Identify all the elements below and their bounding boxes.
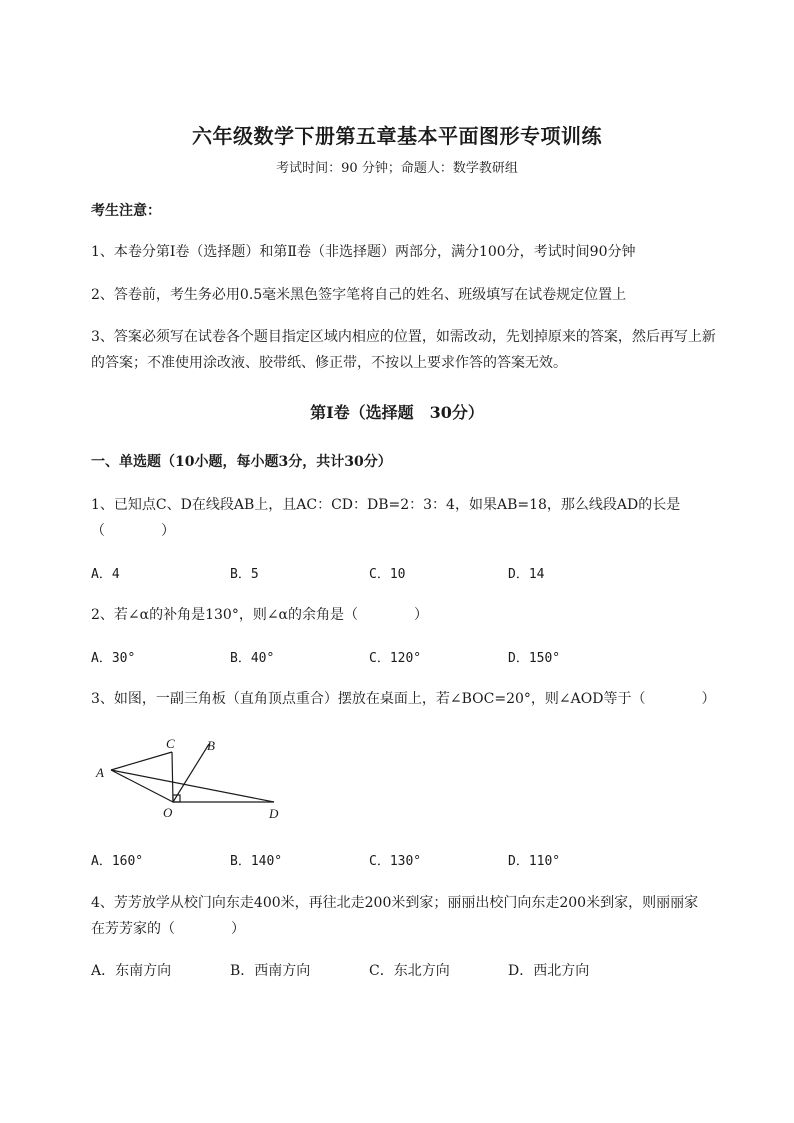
question-1-blank: （ ） (91, 523, 175, 539)
line-ao (111, 770, 173, 802)
question-2-option-b: B．40° (230, 651, 275, 666)
question-3-stem: 3、如图，一副三角板（直角顶点重合）摆放在桌面上，若∠BOC=20°，则∠AOD等于（ ） (91, 691, 716, 707)
question-1-stem: 1、已知点C、D在线段AB上，且AC：CD：DB=2：3：4，如果AB=18，那么线段AD的长是 (91, 497, 681, 513)
label-d: D (269, 806, 279, 821)
section-title: 第Ⅰ卷（选择题 30分） (310, 403, 484, 422)
question-3-option-c: C．130° (369, 854, 422, 869)
exam-info: 考试时间：90 分钟；命题人：数学教研组 (276, 161, 518, 176)
notice-item-1: 1、本卷分第Ⅰ卷（选择题）和第Ⅱ卷（非选择题）两部分，满分100分，考试时间90分钟 (91, 244, 636, 260)
line-ac (111, 752, 172, 770)
label-b: B (207, 738, 215, 753)
question-1-option-b: B．5 (230, 567, 259, 582)
question-1-option-d: D．14 (508, 567, 545, 582)
question-1-option-c: C．10 (369, 567, 406, 582)
triangle-figure (92, 730, 292, 825)
question-3-option-b: B．140° (230, 854, 283, 869)
question-1-option-a: A．4 (91, 567, 120, 582)
notice-item-2: 2、答卷前，考生务必用0.5毫米黑色签字笔将自己的姓名、班级填写在试卷规定位置上 (91, 287, 627, 303)
question-4-stem-cont: 在芳芳家的（ ） (91, 921, 245, 937)
label-c: C (166, 736, 175, 751)
question-4-option-a: A．东南方向 (91, 963, 172, 979)
question-4-option-d: D．西北方向 (508, 963, 590, 979)
page-title: 六年级数学下册第五章基本平面图形专项训练 (192, 124, 602, 148)
question-3-option-a: A．160° (91, 854, 144, 869)
part-heading: 一、单选题（10小题，每小题3分，共计30分） (91, 454, 392, 470)
question-4-stem: 4、芳芳放学从校门向东走400米，再往北走200米到家；丽丽出校门向东走200米到家，则丽丽家 (91, 895, 699, 911)
question-4-option-b: B．西南方向 (230, 963, 311, 979)
label-a: A (96, 765, 104, 780)
label-o: O (163, 805, 173, 820)
line-ad (111, 770, 274, 802)
line-ob (173, 744, 209, 802)
notice-heading: 考生注意： (91, 203, 161, 219)
notice-item-3: 3、答案必须写在试卷各个题目指定区域内相应的位置，如需改动，先划掉原来的答案，然后再写上新 (91, 329, 716, 345)
question-4-option-c: C．东北方向 (369, 963, 450, 979)
question-2-option-d: D．150° (508, 651, 561, 666)
question-3-option-d: D．110° (508, 854, 561, 869)
question-2-option-c: C．120° (369, 651, 422, 666)
question-2-option-a: A．30° (91, 651, 136, 666)
question-2-stem: 2、若∠α的补角是130°，则∠α的余角是（ ） (91, 607, 428, 623)
notice-item-3-cont: 的答案；不准使用涂改液、胶带纸、修正带，不按以上要求作答的答案无效。 (91, 355, 567, 371)
